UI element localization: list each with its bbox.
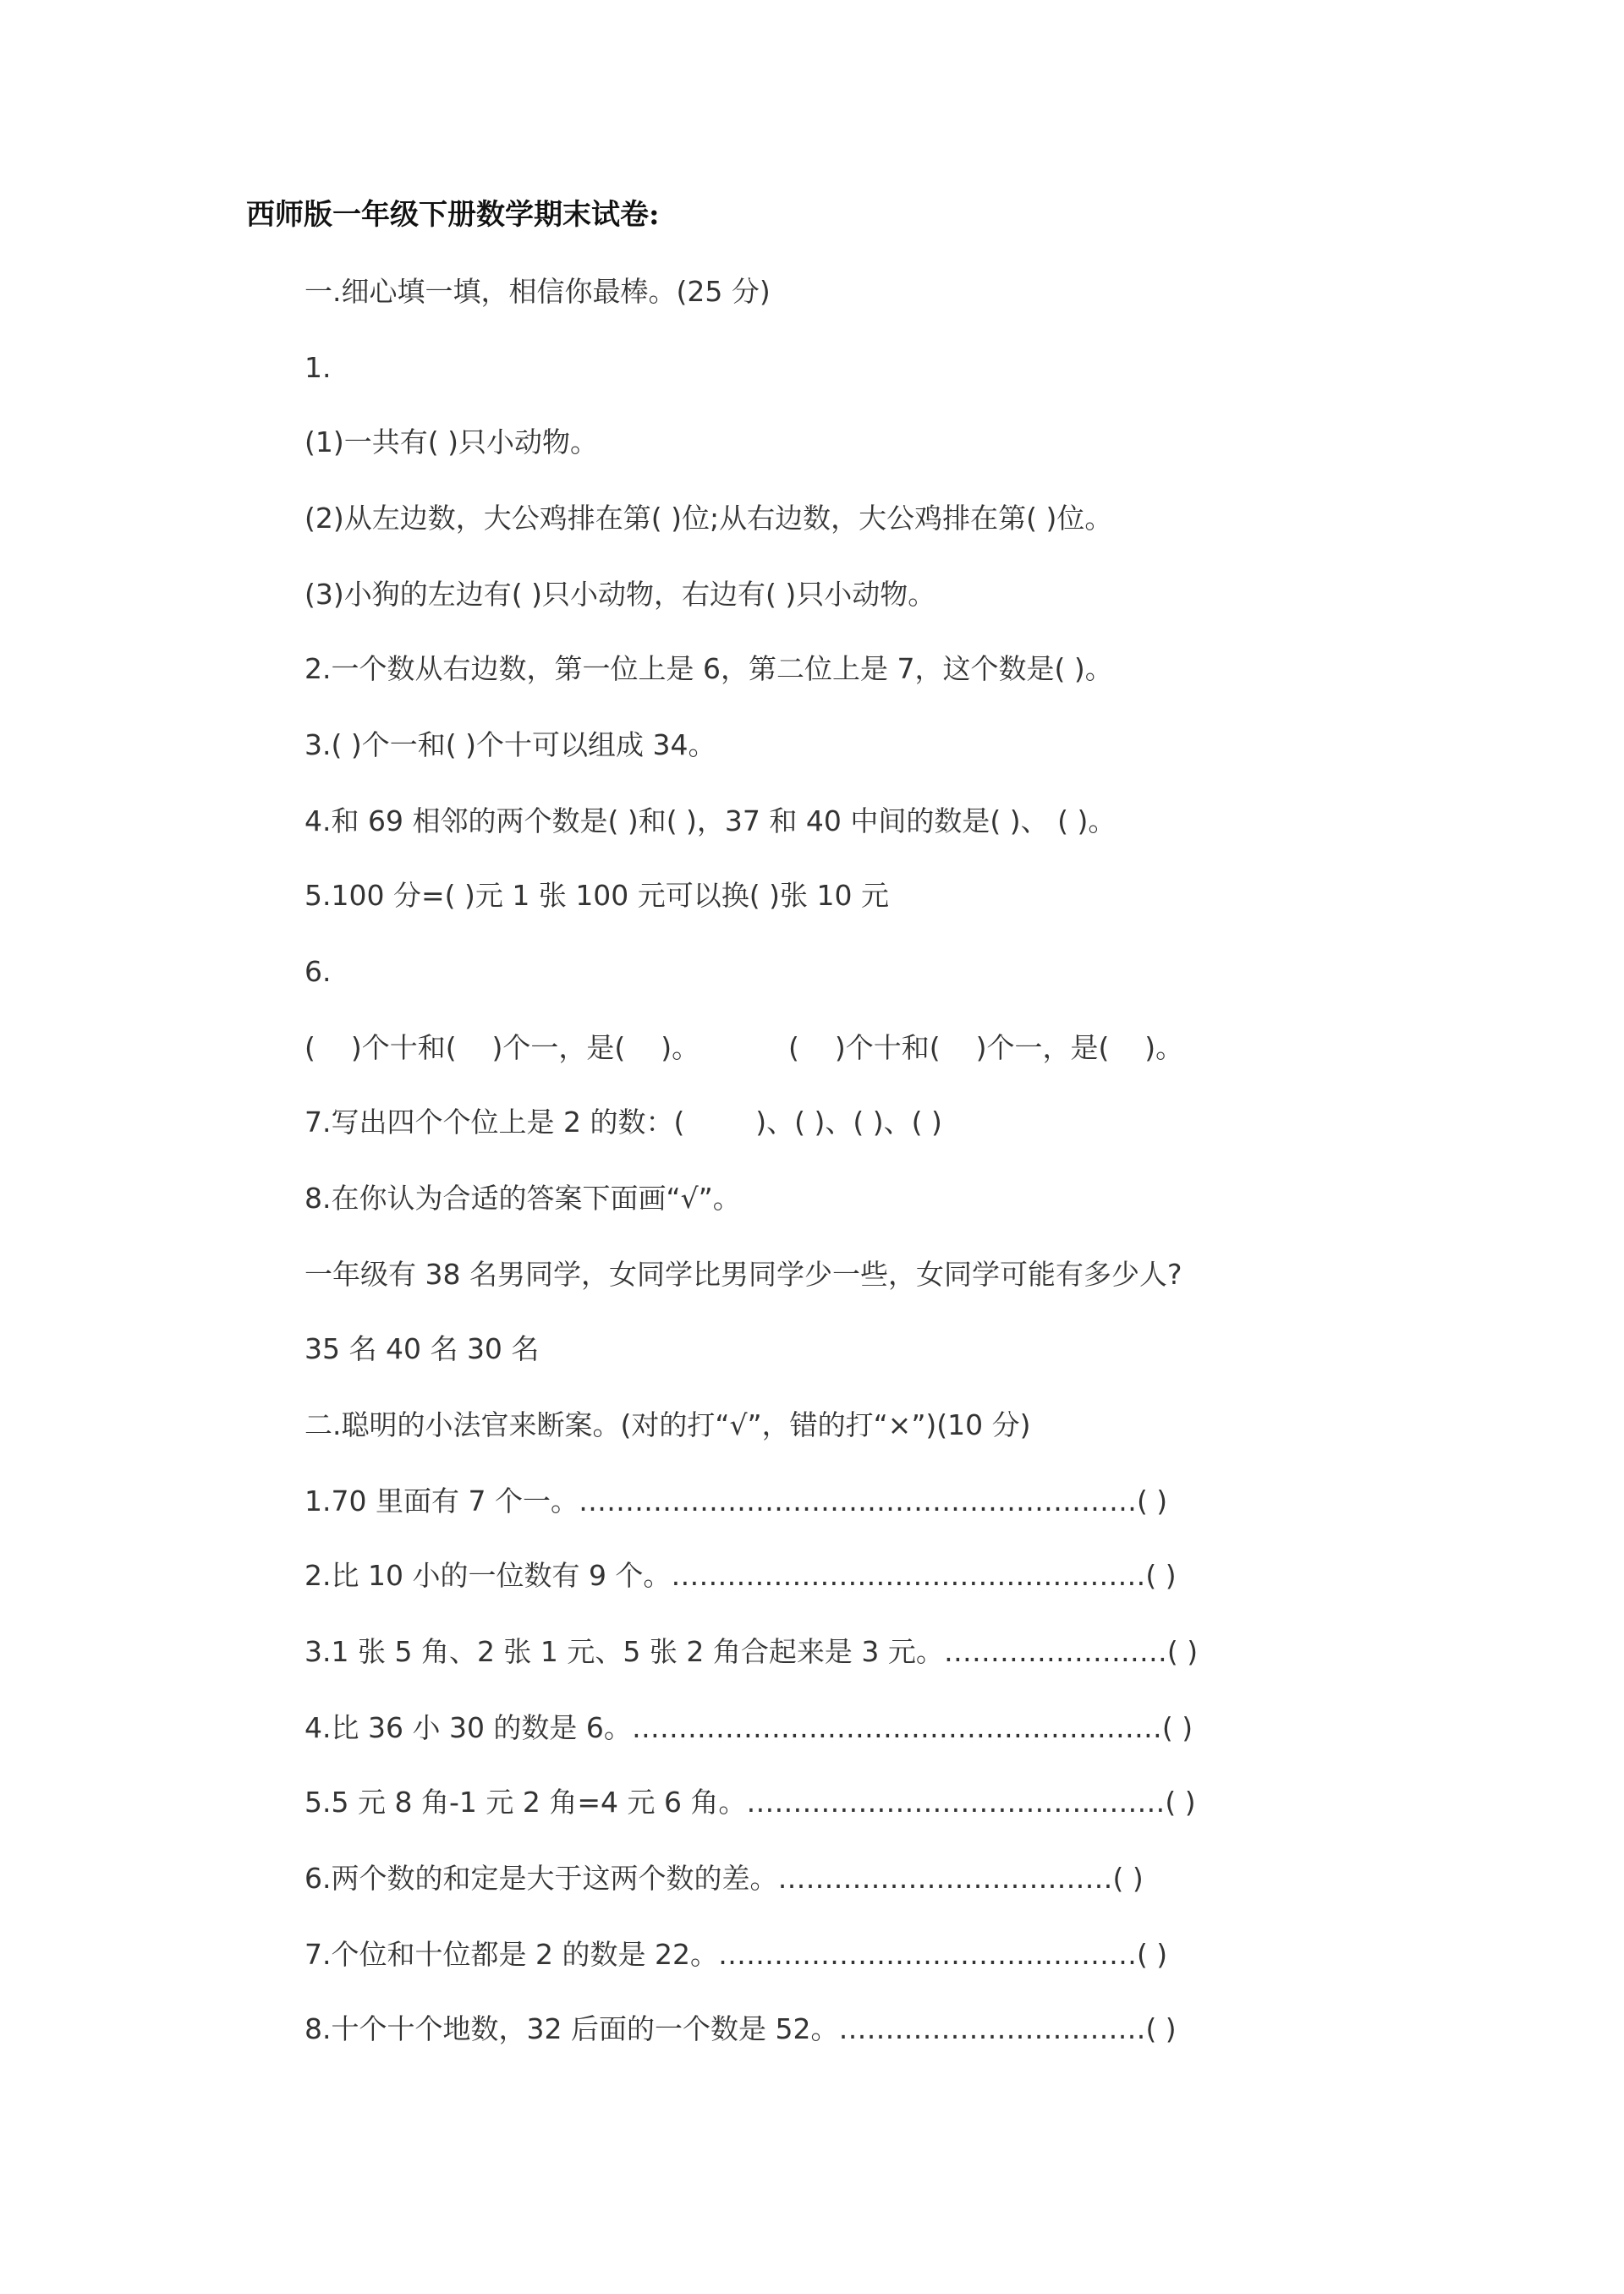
judge-item: 1.70 里面有 7 个一。……………………………………………………( ) [304,1485,1168,1517]
judge-item: 5.5 元 8 角-1 元 2 角=4 元 6 角。………………………………………( ) [304,1786,1196,1819]
judge-item: 2.比 10 小的一位数有 9 个。……………………………………………( ) [304,1559,1177,1592]
q4: 4.和 69 相邻的两个数是( )和( )，37 和 40 中间的数是( )、 ( )。 [304,804,1116,837]
q7: 7.写出四个个位上是 2 的数：( )、( )、( )、( ) [304,1106,942,1139]
judge-item: 6.两个数的和定是大于这两个数的差。………………………………( ) [304,1862,1144,1895]
q1-part2: (2)从左边数，大公鸡排在第( )位;从右边数，大公鸡排在第( )位。 [304,502,1113,535]
judge-item: 8.十个十个地数，32 后面的一个数是 52。……………………………( ) [304,2012,1177,2045]
q8-question: 一年级有 38 名男同学，女同学比男同学少一些，女同学可能有多少人? [304,1258,1182,1291]
q3: 3.( )个一和( )个十可以组成 34。 [304,728,716,761]
q8-stem: 8.在你认为合适的答案下面画“√”。 [304,1182,741,1215]
page-title: 西师版一年级下册数学期末试卷: [246,198,660,232]
q6-blanks: ( )个十和( )个一，是( )。 ( )个十和( )个一，是( )。 [304,1031,1184,1064]
section2-heading: 二.聪明的小法官来断案。(对的打“√”，错的打“×”)(10 分) [304,1408,1031,1441]
q1-number: 1. [304,351,332,384]
q1-part3: (3)小狗的左边有( )只小动物，右边有( )只小动物。 [304,578,936,611]
judge-item: 4.比 36 小 30 的数是 6。…………………………………………………( ) [304,1711,1193,1744]
q6-number: 6. [304,955,332,988]
q8-options: 35 名 40 名 30 名 [304,1332,540,1365]
q2: 2.一个数从右边数，第一位上是 6，第二位上是 7，这个数是( )。 [304,652,1113,685]
q5: 5.100 分=( )元 1 张 100 元可以换( )张 10 元 [304,879,890,912]
judge-item: 7.个位和十位都是 2 的数是 22。………………………………………( ) [304,1938,1168,1971]
q1-part1: (1)一共有( )只小动物。 [304,425,598,458]
judge-item: 3.1 张 5 角、2 张 1 元、5 张 2 角合起来是 3 元。……………………( ) [304,1635,1199,1668]
section1-heading: 一.细心填一填，相信你最棒。(25 分) [304,275,771,308]
